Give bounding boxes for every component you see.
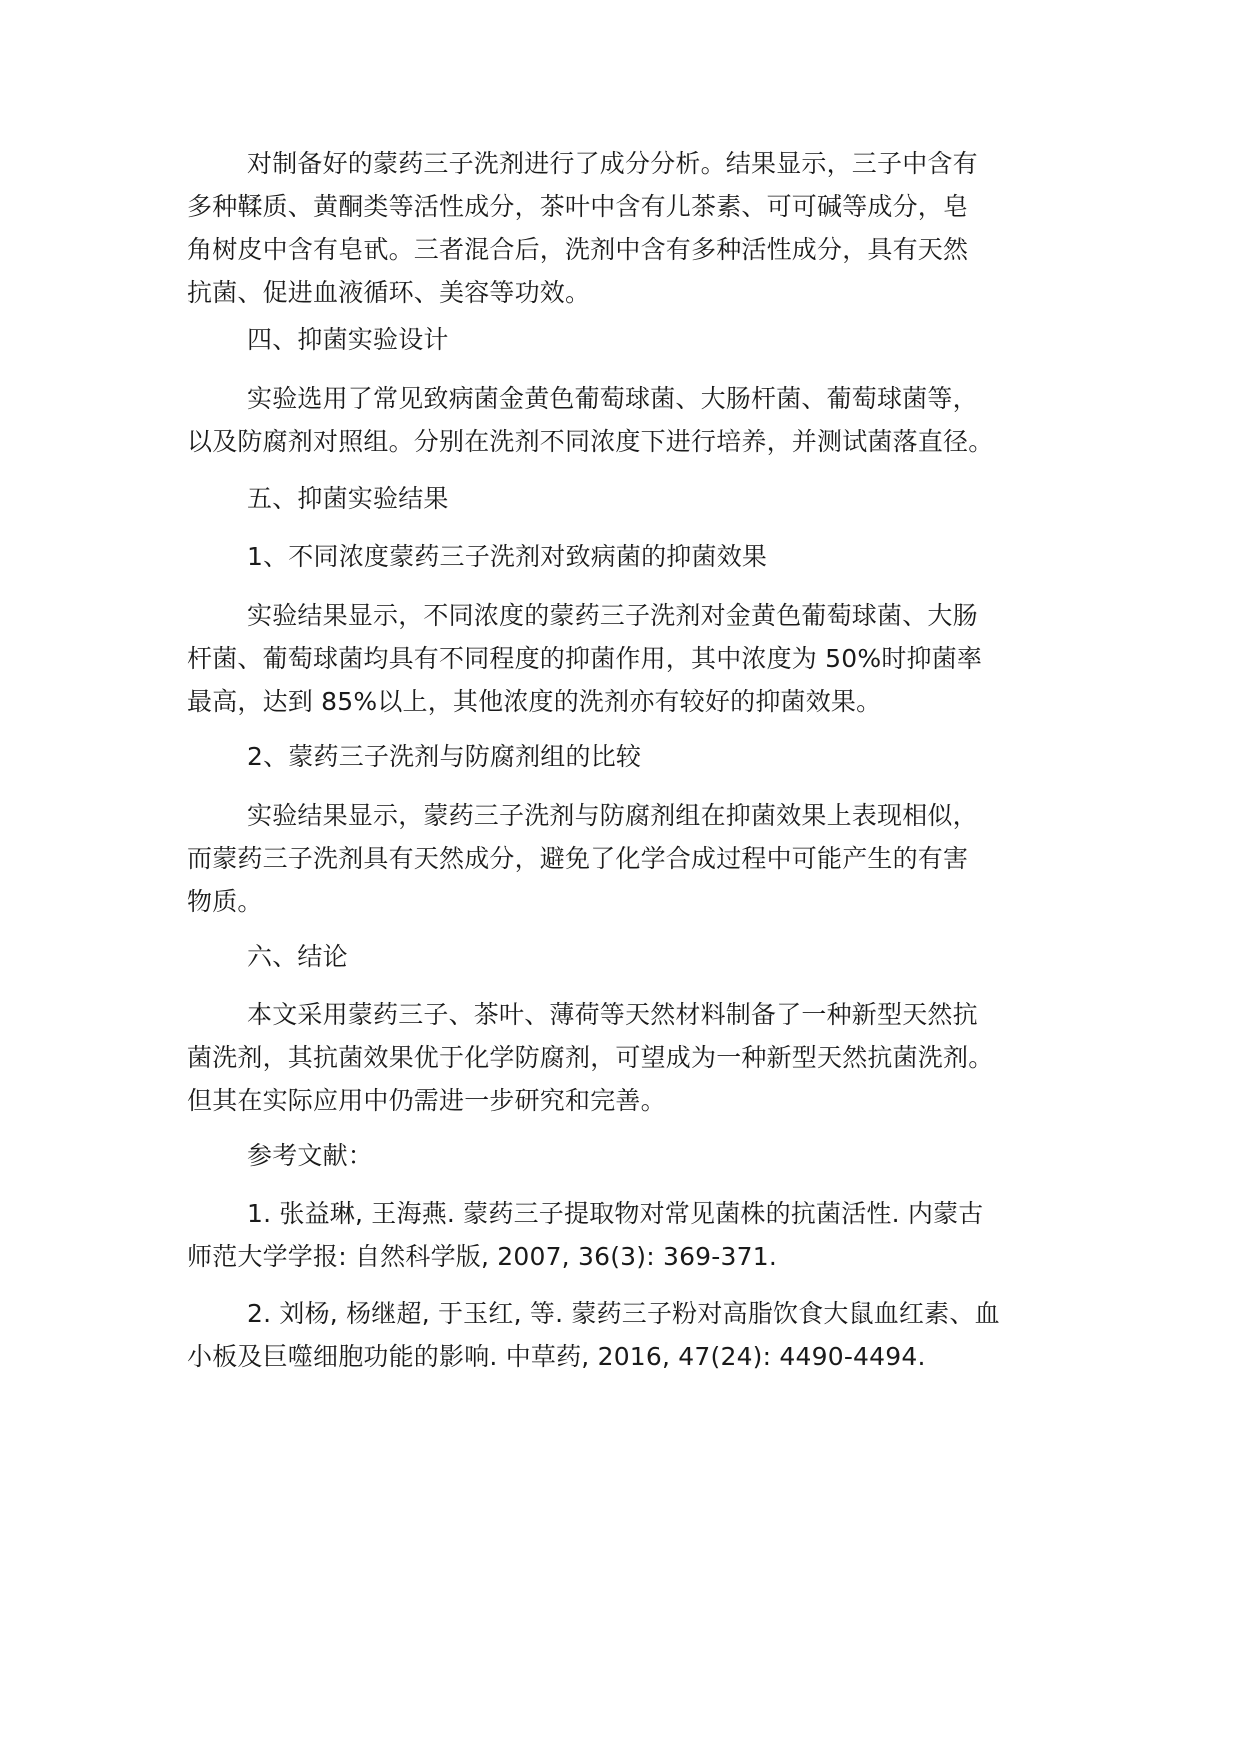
paragraph-concentration-results [187, 594, 1067, 723]
subsection-heading-2 [187, 735, 1067, 778]
heading-text: 1、不同浓度蒙药三子洗剂对致病菌的抑菌效果 [247, 542, 768, 571]
paragraph-comparison [187, 794, 1067, 923]
text-line: 对制备好的蒙药三子洗剂进行了成分分析。结果显示，三子中含有 [247, 149, 978, 178]
text-line: 本文采用蒙药三子、茶叶、薄荷等天然材料制备了一种新型天然抗 [247, 1000, 978, 1029]
text-line: 2. 刘杨, 杨继超, 于玉红, 等. 蒙药三子粉对高脂饮食大鼠血红素、血 [247, 1299, 1000, 1328]
text-line: 杆菌、葡萄球菌均具有不同程度的抑菌作用，其中浓度为 50%时抑菌率 [187, 644, 983, 673]
text-line: 但其在实际应用中仍需进一步研究和完善。 [187, 1086, 666, 1115]
text-line: 实验结果显示，蒙药三子洗剂与防腐剂组在抑菌效果上表现相似， [247, 801, 978, 830]
paragraph-composition-analysis [187, 142, 1067, 314]
text-line: 最高，达到 85%以上，其他浓度的洗剂亦有较好的抑菌效果。 [187, 687, 882, 716]
subsection-heading-1 [187, 535, 1067, 578]
text-line: 菌洗剂，其抗菌效果优于化学防腐剂，可望成为一种新型天然抗菌洗剂。 [187, 1043, 994, 1072]
text-line: 实验选用了常见致病菌金黄色葡萄球菌、大肠杆菌、葡萄球菌等， [247, 384, 978, 413]
text-line: 1. 张益琳, 王海燕. 蒙药三子提取物对常见菌株的抗菌活性. 内蒙古 [247, 1199, 984, 1228]
heading-text: 四、抑菌实验设计 [247, 325, 449, 354]
paragraph-conclusion [187, 993, 1067, 1122]
section-heading-4 [187, 318, 1067, 361]
text-line: 多种鞣质、黄酮类等活性成分，茶叶中含有儿茶素、可可碱等成分，皂 [187, 192, 969, 221]
paragraph-experiment-design [187, 377, 1067, 463]
heading-text: 参考文献： [247, 1141, 374, 1170]
text-line: 物质。 [187, 887, 263, 916]
text-line: 实验结果显示，不同浓度的蒙药三子洗剂对金黄色葡萄球菌、大肠 [247, 601, 978, 630]
heading-text: 2、蒙药三子洗剂与防腐剂组的比较 [247, 742, 642, 771]
heading-text: 五、抑菌实验结果 [247, 484, 449, 513]
text-line: 角树皮中含有皂甙。三者混合后，洗剂中含有多种活性成分，具有天然 [187, 235, 969, 264]
text-line: 而蒙药三子洗剂具有天然成分，避免了化学合成过程中可能产生的有害 [187, 844, 969, 873]
reference-item-2 [187, 1292, 1067, 1378]
text-line: 以及防腐剂对照组。分别在洗剂不同浓度下进行培养，并测试菌落直径。 [187, 427, 994, 456]
section-heading-5 [187, 477, 1067, 520]
references-heading [187, 1134, 1067, 1177]
text-line: 小板及巨噬细胞功能的影响. 中草药, 2016, 47(24): 4490-4494. [187, 1342, 926, 1371]
reference-item-1 [187, 1192, 1067, 1278]
text-line: 师范大学学报: 自然科学版, 2007, 36(3): 369-371. [187, 1242, 777, 1271]
heading-text: 六、结论 [247, 942, 348, 971]
section-heading-6 [187, 935, 1067, 978]
text-line: 抗菌、促进血液循环、美容等功效。 [187, 278, 591, 307]
